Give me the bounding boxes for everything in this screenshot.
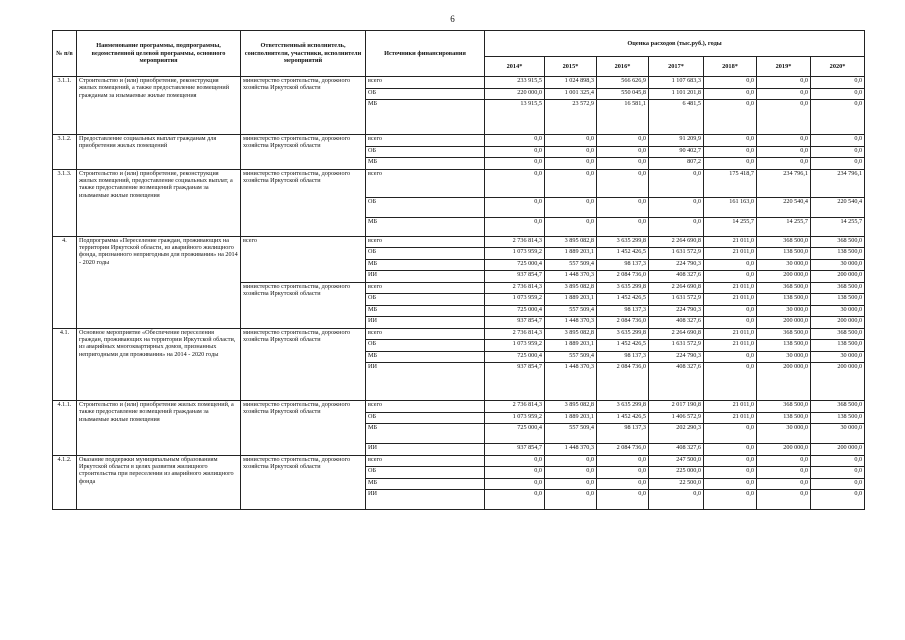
cell-value: 2 084 736,0 (597, 271, 649, 283)
row-source: всего (366, 282, 485, 294)
header-source: Источники финансирования (366, 31, 485, 77)
cell-value: 30 000,0 (811, 259, 865, 271)
row-source: МБ (366, 351, 485, 363)
row-source: ИИ (366, 271, 485, 283)
cell-value: 0,0 (704, 271, 757, 283)
cell-value: 0,0 (597, 490, 649, 510)
row-code: 4.1. (53, 328, 77, 401)
cell-value: 202 290,3 (649, 424, 704, 444)
cell-value: 138 500,0 (811, 294, 865, 306)
cell-value: 233 915,5 (485, 77, 545, 89)
cell-value: 0,0 (704, 455, 757, 467)
row-source: МБ (366, 217, 485, 236)
cell-value: 0,0 (811, 467, 865, 479)
cell-value: 1 448 370,3 (545, 363, 597, 401)
row-name: Строительство и (или) приобретение жилых помещений, а также предоставление возмещений гражданам за изымаемые жилые помещения (77, 401, 241, 456)
cell-value: 0,0 (485, 455, 545, 467)
cell-value: 21 011,0 (704, 248, 757, 260)
cell-value: 937 854,7 (485, 444, 545, 456)
cell-value: 408 327,6 (649, 317, 704, 329)
cell-value: 30 000,0 (811, 424, 865, 444)
cell-value: 0,0 (704, 424, 757, 444)
cell-value: 0,0 (597, 467, 649, 479)
cell-value: 1 452 426,5 (597, 294, 649, 306)
row-code: 3.1.2. (53, 135, 77, 170)
cell-value: 0,0 (485, 135, 545, 147)
cell-value: 30 000,0 (811, 351, 865, 363)
cell-value: 0,0 (704, 305, 757, 317)
table-row (53, 401, 865, 413)
cell-value: 557 509,4 (545, 351, 597, 363)
cell-value: 566 626,9 (597, 77, 649, 89)
cell-value: 0,0 (811, 77, 865, 89)
cell-value: 1 631 572,9 (649, 294, 704, 306)
header-costs: Оценка расходов (тыс.руб.), годы (485, 31, 865, 57)
cell-value: 13 915,5 (485, 100, 545, 135)
cell-value: 200 000,0 (811, 363, 865, 401)
row-source: всего (366, 169, 485, 197)
row-source: всего (366, 455, 485, 467)
cell-value: 138 500,0 (757, 412, 811, 424)
row-source: ОБ (366, 467, 485, 479)
cell-value: 0,0 (545, 197, 597, 217)
cell-value: 175 418,7 (704, 169, 757, 197)
cell-value: 0,0 (757, 77, 811, 89)
cell-value: 2 084 736,0 (597, 444, 649, 456)
cell-value: 937 854,7 (485, 363, 545, 401)
header-num: № п/в (53, 31, 77, 77)
cell-value: 0,0 (704, 317, 757, 329)
cell-value: 368 500,0 (757, 282, 811, 294)
cell-value: 0,0 (704, 467, 757, 479)
cell-value: 3 895 082,8 (545, 236, 597, 248)
cell-value: 1 452 426,5 (597, 248, 649, 260)
cell-value: 0,0 (545, 478, 597, 490)
cell-value: 0,0 (704, 363, 757, 401)
cell-value: 0,0 (757, 455, 811, 467)
cell-value: 0,0 (704, 100, 757, 135)
cell-value: 1 073 959,2 (485, 340, 545, 352)
row-name: Подпрограмма «Переселение граждан, проживающих на территории Иркутской области, из аварийного жилищного фонда, признанного непригодным для проживания» на 2014 - 2020 годы (77, 236, 241, 328)
cell-value: 3 895 082,8 (545, 401, 597, 413)
cell-value: 0,0 (545, 217, 597, 236)
cell-value: 200 000,0 (757, 444, 811, 456)
cell-value: 1 001 325,4 (545, 88, 597, 100)
cell-value: 138 500,0 (757, 294, 811, 306)
row-name: Предоставление социальных выплат гражданам для приобретения жилых помещений (77, 135, 241, 170)
cell-value: 0,0 (704, 77, 757, 89)
cell-value: 98 137,3 (597, 351, 649, 363)
cell-value: 14 255,7 (704, 217, 757, 236)
row-source: МБ (366, 100, 485, 135)
row-source: ИИ (366, 444, 485, 456)
cell-value: 138 500,0 (757, 340, 811, 352)
cell-value: 21 011,0 (704, 282, 757, 294)
cell-value: 0,0 (704, 158, 757, 170)
cell-value: 368 500,0 (811, 282, 865, 294)
cell-value: 98 137,3 (597, 424, 649, 444)
cell-value: 3 895 082,8 (545, 282, 597, 294)
row-executor: всего (241, 236, 366, 282)
row-source: МБ (366, 158, 485, 170)
cell-value: 1 073 959,2 (485, 412, 545, 424)
cell-value: 1 889 203,1 (545, 412, 597, 424)
cell-value: 21 011,0 (704, 236, 757, 248)
header-year: 2018* (704, 57, 757, 77)
row-source: всего (366, 236, 485, 248)
cell-value: 368 500,0 (811, 401, 865, 413)
table-row (53, 455, 865, 467)
header-year: 2017* (649, 57, 704, 77)
cell-value: 0,0 (811, 455, 865, 467)
page-number: 6 (450, 14, 455, 24)
cell-value: 3 635 299,8 (597, 328, 649, 340)
row-executor: министерство строительства, дорожного хозяйства Иркутской области (241, 328, 366, 401)
cell-value: 138 500,0 (811, 248, 865, 260)
cell-value: 807,2 (649, 158, 704, 170)
row-source: всего (366, 328, 485, 340)
cell-value: 0,0 (485, 146, 545, 158)
cell-value: 0,0 (757, 158, 811, 170)
cell-value: 224 790,3 (649, 259, 704, 271)
cell-value: 550 045,8 (597, 88, 649, 100)
cell-value: 0,0 (545, 146, 597, 158)
table-row (53, 135, 865, 147)
cell-value: 0,0 (811, 146, 865, 158)
cell-value: 937 854,7 (485, 271, 545, 283)
cell-value: 30 000,0 (757, 424, 811, 444)
cell-value: 368 500,0 (757, 236, 811, 248)
cell-value: 1 107 683,3 (649, 77, 704, 89)
cell-value: 14 255,7 (757, 217, 811, 236)
cell-value: 21 011,0 (704, 401, 757, 413)
cell-value: 225 000,0 (649, 467, 704, 479)
cell-value: 725 000,4 (485, 305, 545, 317)
cell-value: 0,0 (649, 217, 704, 236)
cell-value: 0,0 (597, 197, 649, 217)
cell-value: 2 736 814,3 (485, 328, 545, 340)
cell-value: 30 000,0 (757, 259, 811, 271)
row-code: 3.1.1. (53, 77, 77, 135)
cell-value: 200 000,0 (757, 317, 811, 329)
cell-value: 0,0 (811, 158, 865, 170)
cell-value: 0,0 (704, 490, 757, 510)
cell-value: 21 011,0 (704, 340, 757, 352)
cell-value: 2 084 736,0 (597, 363, 649, 401)
cell-value: 1 889 203,1 (545, 248, 597, 260)
cell-value: 138 500,0 (757, 248, 811, 260)
cell-value: 0,0 (545, 135, 597, 147)
cell-value: 30 000,0 (757, 351, 811, 363)
cell-value: 200 000,0 (757, 363, 811, 401)
cell-value: 408 327,6 (649, 271, 704, 283)
row-code: 3.1.3. (53, 169, 77, 236)
cell-value: 0,0 (811, 135, 865, 147)
cell-value: 0,0 (485, 217, 545, 236)
cell-value: 0,0 (704, 478, 757, 490)
row-source: МБ (366, 424, 485, 444)
header-year: 2020* (811, 57, 865, 77)
cell-value: 1 073 959,2 (485, 248, 545, 260)
cell-value: 98 137,3 (597, 259, 649, 271)
cell-value: 1 101 201,8 (649, 88, 704, 100)
header-year: 2016* (597, 57, 649, 77)
cell-value: 0,0 (757, 88, 811, 100)
cell-value: 3 895 082,8 (545, 328, 597, 340)
cell-value: 0,0 (485, 490, 545, 510)
cell-value: 220 540,4 (811, 197, 865, 217)
table-row (53, 236, 865, 248)
cell-value: 2 736 814,3 (485, 236, 545, 248)
cell-value: 368 500,0 (811, 236, 865, 248)
cell-value: 161 163,0 (704, 197, 757, 217)
row-source: МБ (366, 259, 485, 271)
cell-value: 0,0 (649, 490, 704, 510)
cell-value: 0,0 (704, 259, 757, 271)
cell-value: 0,0 (485, 169, 545, 197)
cell-value: 138 500,0 (811, 340, 865, 352)
cell-value: 0,0 (704, 351, 757, 363)
cell-value: 0,0 (597, 169, 649, 197)
row-executor: министерство строительства, дорожного хозяйства Иркутской области (241, 401, 366, 456)
cell-value: 2 264 690,8 (649, 328, 704, 340)
cell-value: 937 854,7 (485, 317, 545, 329)
cell-value: 0,0 (811, 490, 865, 510)
row-source: ОБ (366, 412, 485, 424)
row-source: ИИ (366, 317, 485, 329)
cell-value: 30 000,0 (811, 305, 865, 317)
cell-value: 0,0 (545, 490, 597, 510)
cell-value: 0,0 (757, 467, 811, 479)
cell-value: 90 402,7 (649, 146, 704, 158)
cell-value: 200 000,0 (811, 444, 865, 456)
cell-value: 0,0 (704, 146, 757, 158)
cell-value: 91 209,9 (649, 135, 704, 147)
cell-value: 725 000,4 (485, 424, 545, 444)
cell-value: 725 000,4 (485, 351, 545, 363)
cell-value: 0,0 (757, 478, 811, 490)
cell-value: 220 000,0 (485, 88, 545, 100)
cell-value: 2 736 814,3 (485, 401, 545, 413)
cell-value: 200 000,0 (811, 317, 865, 329)
cell-value: 224 790,3 (649, 305, 704, 317)
cell-value: 21 011,0 (704, 294, 757, 306)
row-source: МБ (366, 305, 485, 317)
header-year: 2014* (485, 57, 545, 77)
header-year: 2015* (545, 57, 597, 77)
cell-value: 0,0 (811, 88, 865, 100)
row-name: Основное мероприятие «Обеспечение переселения граждан, проживающих на территории Иркутской области, из аварийных многоквартирных домов, признанных непригодными для проживания» на 2014 - 2020 годы (77, 328, 241, 401)
cell-value: 0,0 (597, 217, 649, 236)
cell-value: 1 448 370,3 (545, 317, 597, 329)
row-source: всего (366, 401, 485, 413)
cell-value: 0,0 (704, 88, 757, 100)
cell-value: 1 889 203,1 (545, 294, 597, 306)
cell-value: 0,0 (704, 444, 757, 456)
row-source: ОБ (366, 294, 485, 306)
cell-value: 0,0 (757, 146, 811, 158)
cell-value: 368 500,0 (757, 328, 811, 340)
cell-value: 14 255,7 (811, 217, 865, 236)
cell-value: 21 011,0 (704, 412, 757, 424)
cell-value: 0,0 (485, 478, 545, 490)
row-name: Оказание поддержки муниципальным образованиям Иркутской области в целях развития жилищного строительства при переселении из аварийного жилищного фонда (77, 455, 241, 510)
cell-value: 0,0 (597, 158, 649, 170)
cell-value: 0,0 (704, 135, 757, 147)
cell-value: 368 500,0 (811, 328, 865, 340)
cell-value: 234 796,1 (811, 169, 865, 197)
row-source: ОБ (366, 340, 485, 352)
row-code: 4.1.2. (53, 455, 77, 510)
cell-value: 1 448 370,3 (545, 271, 597, 283)
row-executor: министерство строительства, дорожного хозяйства Иркутской области (241, 135, 366, 170)
row-executor: министерство строительства, дорожного хозяйства Иркутской области (241, 77, 366, 135)
cell-value: 0,0 (545, 158, 597, 170)
cell-value: 368 500,0 (757, 401, 811, 413)
cell-value: 0,0 (485, 197, 545, 217)
row-source: всего (366, 135, 485, 147)
cell-value: 98 137,3 (597, 305, 649, 317)
cell-value: 0,0 (485, 158, 545, 170)
row-source: ИИ (366, 363, 485, 401)
row-executor: министерство строительства, дорожного хозяйства Иркутской области (241, 169, 366, 236)
cell-value: 224 790,3 (649, 351, 704, 363)
cell-value: 725 000,4 (485, 259, 545, 271)
cell-value: 200 000,0 (811, 271, 865, 283)
cell-value: 1 452 426,5 (597, 340, 649, 352)
cell-value: 0,0 (597, 135, 649, 147)
cell-value: 2 264 690,8 (649, 282, 704, 294)
cell-value: 1 406 572,9 (649, 412, 704, 424)
cell-value: 1 889 203,1 (545, 340, 597, 352)
cell-value: 557 509,4 (545, 424, 597, 444)
cell-value: 30 000,0 (757, 305, 811, 317)
cell-value: 6 481,5 (649, 100, 704, 135)
cell-value: 1 448 370,3 (545, 444, 597, 456)
cell-value: 408 327,6 (649, 444, 704, 456)
row-source: ИИ (366, 490, 485, 510)
cell-value: 21 011,0 (704, 328, 757, 340)
cell-value: 2 736 814,3 (485, 282, 545, 294)
cell-value: 1 631 572,9 (649, 248, 704, 260)
row-source: ОБ (366, 248, 485, 260)
cell-value: 1 631 572,9 (649, 340, 704, 352)
cell-value: 1 073 959,2 (485, 294, 545, 306)
cell-value: 2 017 190,8 (649, 401, 704, 413)
cell-value: 0,0 (649, 169, 704, 197)
cell-value: 200 000,0 (757, 271, 811, 283)
row-source: ОБ (366, 88, 485, 100)
row-name: Строительство и (или) приобретение, реконструкция жилых помещений, предоставление социальных выплат, а также предоставление возмещений гражданам за изымаемые жилые помещения (77, 169, 241, 236)
cell-value: 234 796,1 (757, 169, 811, 197)
cell-value: 0,0 (757, 100, 811, 135)
header-year: 2019* (757, 57, 811, 77)
cell-value: 3 635 299,8 (597, 282, 649, 294)
budget-table (52, 30, 865, 510)
cell-value: 408 327,6 (649, 363, 704, 401)
cell-value: 2 264 690,8 (649, 236, 704, 248)
cell-value: 0,0 (597, 146, 649, 158)
cell-value: 0,0 (485, 467, 545, 479)
cell-value: 0,0 (545, 169, 597, 197)
cell-value: 0,0 (811, 100, 865, 135)
cell-value: 247 500,0 (649, 455, 704, 467)
table-row (53, 328, 865, 340)
cell-value: 557 509,4 (545, 259, 597, 271)
cell-value: 2 084 736,0 (597, 317, 649, 329)
cell-value: 0,0 (545, 467, 597, 479)
cell-value: 0,0 (811, 478, 865, 490)
header-executor: Ответственный исполнитель, соисполнители, участники, исполнители мероприятий (241, 31, 366, 77)
cell-value: 0,0 (757, 135, 811, 147)
cell-value: 0,0 (545, 455, 597, 467)
cell-value: 3 635 299,8 (597, 236, 649, 248)
row-source: всего (366, 77, 485, 89)
cell-value: 22 500,0 (649, 478, 704, 490)
cell-value: 1 452 426,5 (597, 412, 649, 424)
cell-value: 220 540,4 (757, 197, 811, 217)
cell-value: 138 500,0 (811, 412, 865, 424)
row-name: Строительство и (или) приобретение, реконструкция жилых помещений, а также предоставление возмещений гражданам за изымаемые жилые помещения (77, 77, 241, 135)
cell-value: 16 581,1 (597, 100, 649, 135)
header-name: Наименование программы, подпрограммы, ведомственной целевой программы, основного мероприятия (77, 31, 241, 77)
table-row (53, 169, 865, 197)
row-source: МБ (366, 478, 485, 490)
table-body (53, 77, 865, 510)
row-source: ОБ (366, 146, 485, 158)
row-code: 4. (53, 236, 77, 328)
row-executor: министерство строительства, дорожного хозяйства Иркутской области (241, 282, 366, 328)
cell-value: 23 572,9 (545, 100, 597, 135)
table-row (53, 77, 865, 89)
cell-value: 0,0 (597, 455, 649, 467)
cell-value: 3 635 299,8 (597, 401, 649, 413)
row-executor: министерство строительства, дорожного хозяйства Иркутской области (241, 455, 366, 510)
cell-value: 0,0 (649, 197, 704, 217)
row-code: 4.1.1. (53, 401, 77, 456)
row-source: ОБ (366, 197, 485, 217)
cell-value: 1 024 898,3 (545, 77, 597, 89)
cell-value: 0,0 (597, 478, 649, 490)
cell-value: 557 509,4 (545, 305, 597, 317)
cell-value: 0,0 (757, 490, 811, 510)
